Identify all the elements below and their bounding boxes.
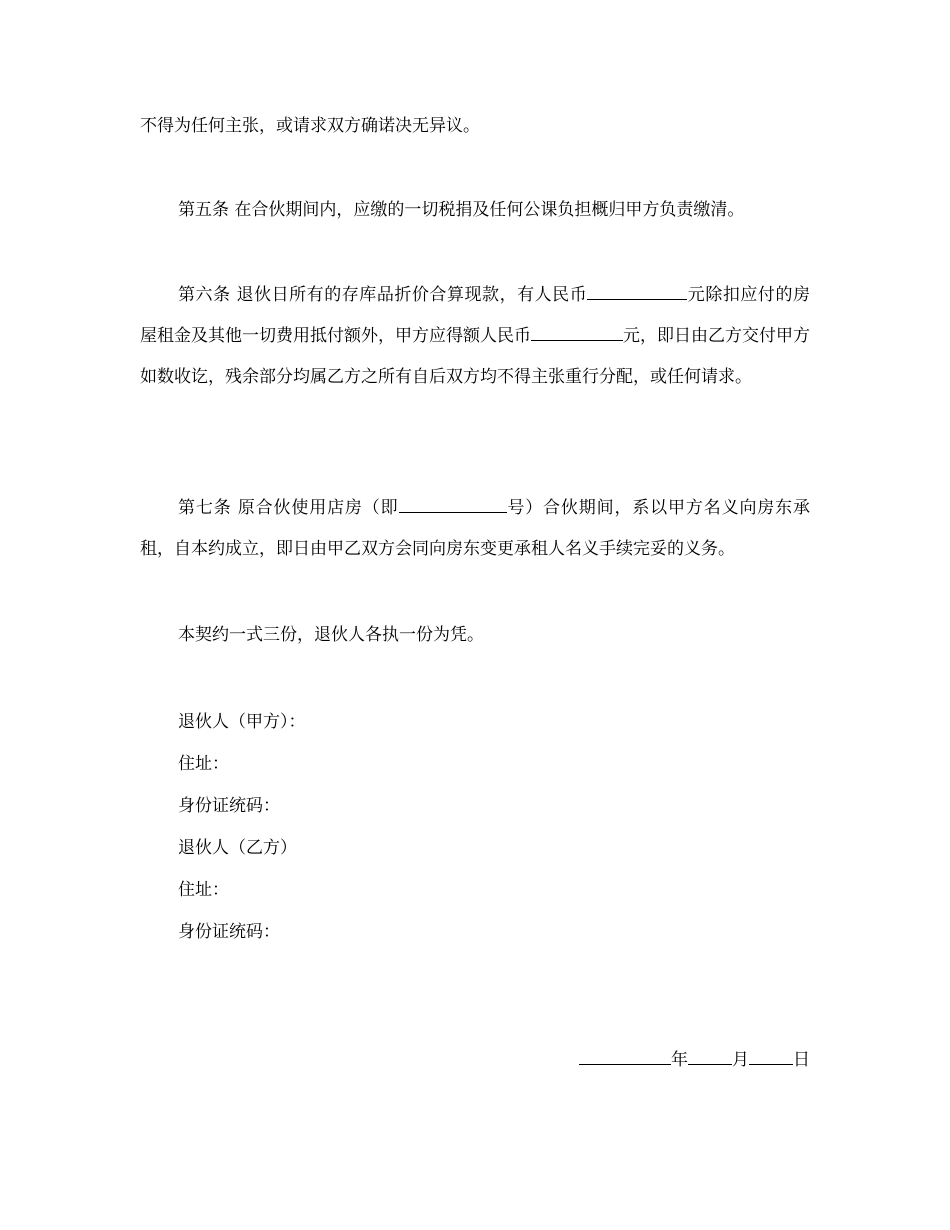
article-6-text-2: 元除扣应付的房屋租金及其他一切费用抵付额外，甲方应得额人民币 (140, 285, 810, 346)
copies-clause (140, 615, 810, 656)
article-7-text-1: 第七条 原合伙使用店房（即 (178, 498, 399, 518)
signing-date (579, 1046, 810, 1074)
party-b-address-label: 住址： (178, 880, 229, 900)
article-6-text-1: 第六条 退伙日所有的存库品折价合算现款，有人民币 (178, 285, 588, 305)
month-label: 月 (732, 1050, 749, 1070)
article-7 (140, 488, 810, 570)
article-5 (140, 190, 810, 231)
party-a-address-label: 住址： (178, 754, 229, 774)
article-5-text: 第五条 在合伙期间内，应缴的一切税捐及任何公课负担概归甲方负责缴清。 (178, 200, 745, 220)
party-a-id-label: 身份证统码： (178, 796, 280, 816)
party-b-id-label: 身份证统码： (178, 922, 280, 942)
article-6-text-3: 元，即日由乙方交付甲方如数收讫，残余部分均属乙方之所有自后双方均不得主张重行分配，或任何请求。 (140, 326, 810, 387)
year-label: 年 (671, 1050, 688, 1070)
clause-continuation (140, 106, 810, 147)
article-6 (140, 275, 810, 398)
party-b-label: 退伙人（乙方） (178, 838, 297, 858)
amount-party-a-blank[interactable] (531, 339, 623, 341)
day-label: 日 (793, 1050, 810, 1070)
copies-clause-text: 本契约一式三份，退伙人各执一份为凭。 (178, 625, 484, 645)
year-blank[interactable] (579, 1063, 671, 1065)
month-blank[interactable] (688, 1063, 732, 1065)
clause-continuation-text: 不得为任何主张，或请求双方确诺决无异议。 (140, 116, 480, 136)
day-blank[interactable] (749, 1063, 793, 1065)
article-7-text-2: 号）合伙期间，系以甲方名义向房东承租，自本约成立，即日由甲乙双方会同向房东变更承租人名义手续完妥的义务。 (140, 498, 811, 559)
amount-total-blank[interactable] (587, 298, 687, 300)
shop-number-blank[interactable] (399, 511, 507, 513)
party-a-label: 退伙人（甲方）： (178, 712, 306, 732)
